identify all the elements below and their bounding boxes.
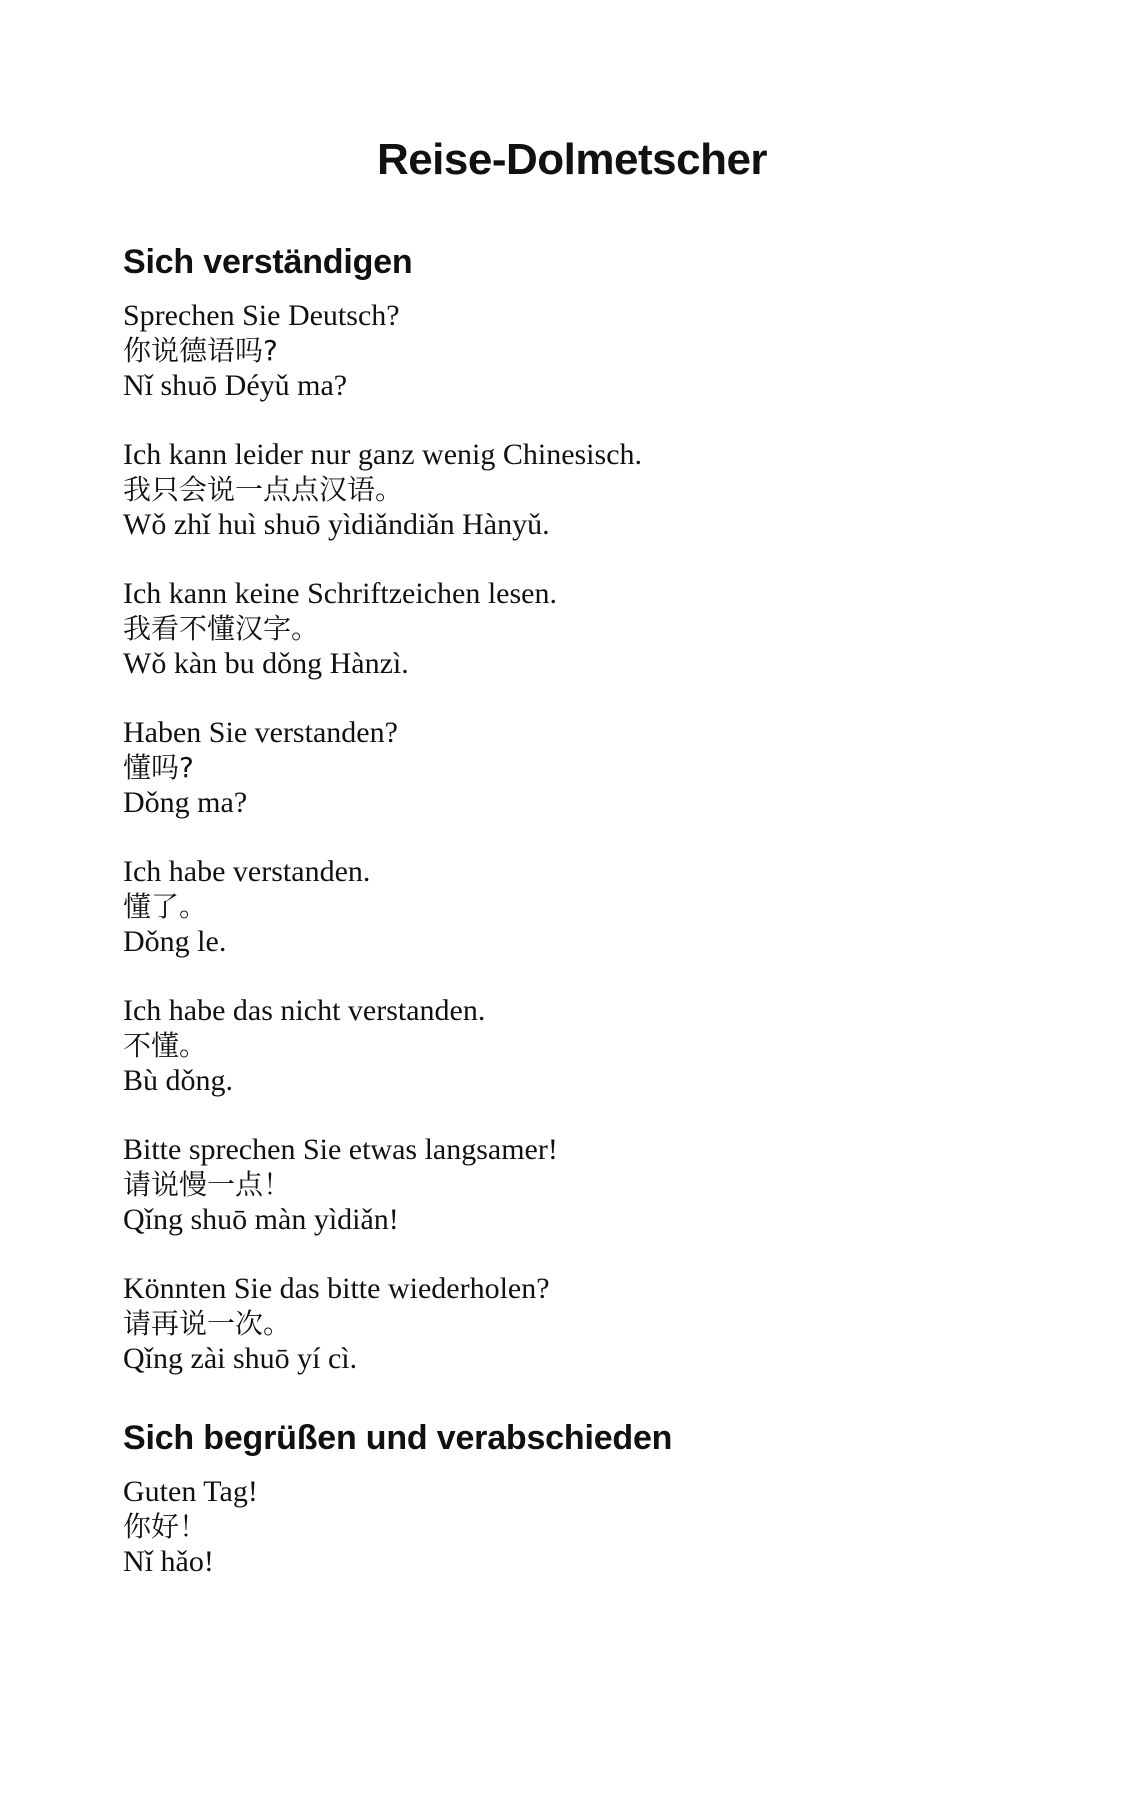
section-sich-begruessen bbox=[123, 1416, 1083, 1579]
pinyin-phrase: Qǐng zài shuō yí cì. bbox=[123, 1342, 358, 1375]
pinyin-phrase: Nǐ hǎo! bbox=[123, 1545, 214, 1578]
phrase-entry bbox=[123, 576, 1083, 681]
pinyin-phrase: Bù dǒng. bbox=[123, 1064, 234, 1097]
pinyin-phrase: Dǒng ma? bbox=[123, 786, 248, 819]
chinese-phrase: 你说德语吗? bbox=[123, 334, 278, 367]
phrase-entry bbox=[123, 854, 1083, 959]
section-sich-verstaendigen bbox=[123, 240, 1083, 1376]
german-phrase: Guten Tag! bbox=[123, 1475, 258, 1508]
pinyin-phrase: Qǐng shuō màn yìdiǎn! bbox=[123, 1203, 399, 1236]
chinese-phrase: 懂了。 bbox=[123, 890, 208, 923]
german-phrase: Ich habe verstanden. bbox=[123, 855, 371, 888]
pinyin-phrase: Nǐ shuō Déyǔ ma? bbox=[123, 369, 348, 402]
chinese-phrase: 我只会说一点点汉语。 bbox=[123, 473, 404, 506]
chinese-phrase: 请再说一次。 bbox=[123, 1307, 292, 1340]
section-heading: Sich begrüßen und verabschieden bbox=[123, 1419, 673, 1457]
phrase-entry bbox=[123, 715, 1083, 820]
german-phrase: Sprechen Sie Deutsch? bbox=[123, 299, 400, 332]
german-phrase: Bitte sprechen Sie etwas langsamer! bbox=[123, 1133, 558, 1166]
section-heading: Sich verständigen bbox=[123, 243, 413, 281]
page-title: Reise-Dolmetscher bbox=[376, 135, 768, 184]
chinese-phrase: 你好！ bbox=[123, 1510, 208, 1543]
pinyin-phrase: Dǒng le. bbox=[123, 925, 227, 958]
chinese-phrase: 懂吗? bbox=[123, 751, 194, 784]
phrase-entry bbox=[123, 298, 1083, 403]
pinyin-phrase: Wǒ zhǐ huì shuō yìdiǎndiǎn Hànyǔ. bbox=[123, 508, 550, 541]
phrase-entry bbox=[123, 1271, 1083, 1376]
phrase-entry bbox=[123, 1132, 1083, 1237]
phrase-entry bbox=[123, 437, 1083, 542]
german-phrase: Ich kann keine Schriftzeichen lesen. bbox=[123, 577, 557, 610]
german-phrase: Haben Sie verstanden? bbox=[123, 716, 398, 749]
phrase-entry bbox=[123, 1474, 1083, 1579]
phrasebook-content bbox=[123, 240, 1083, 1619]
chinese-phrase: 我看不懂汉字。 bbox=[123, 612, 320, 645]
german-phrase: Ich kann leider nur ganz wenig Chinesisch. bbox=[123, 438, 643, 471]
phrase-entry bbox=[123, 993, 1083, 1098]
chinese-phrase: 不懂。 bbox=[123, 1029, 208, 1062]
chinese-phrase: 请说慢一点！ bbox=[123, 1168, 292, 1201]
german-phrase: Ich habe das nicht verstanden. bbox=[123, 994, 486, 1027]
german-phrase: Könnten Sie das bitte wiederholen? bbox=[123, 1272, 550, 1305]
pinyin-phrase: Wǒ kàn bu dǒng Hànzì. bbox=[123, 647, 409, 680]
